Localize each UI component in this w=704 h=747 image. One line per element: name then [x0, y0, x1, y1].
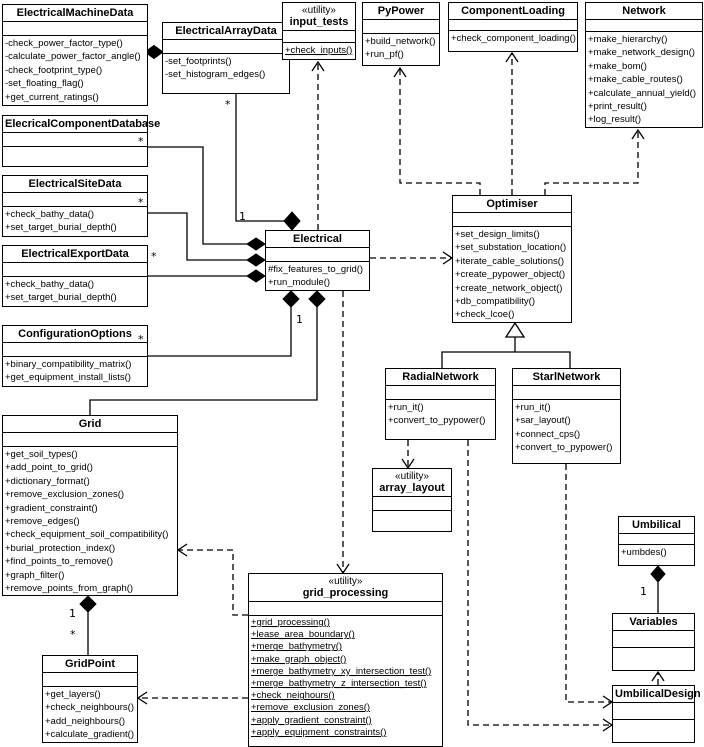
method-label: +get_current_ratings()	[5, 91, 99, 103]
class-network	[585, 2, 703, 128]
dependency-umbilicaldesign-variables	[652, 672, 664, 685]
method-label: +gradient_constraint()	[5, 502, 98, 514]
dependency-gridprocessing-gridpoint	[138, 692, 248, 704]
attributes-compartment	[3, 263, 147, 277]
dependency-radialnetwork-arraylayout	[402, 440, 414, 468]
class-title	[249, 574, 442, 602]
methods-compartment	[586, 32, 702, 127]
attributes-compartment	[586, 20, 702, 32]
dependency-optimiser-componentloading	[506, 53, 518, 195]
class-title: ComponentLoading	[449, 3, 577, 20]
attributes-compartment	[619, 534, 694, 545]
multiplicity-label: *	[225, 98, 231, 111]
method-label: +check_neighbours()	[45, 702, 134, 714]
class-electrical	[265, 230, 370, 291]
method-label: +make_graph_object()	[251, 653, 347, 665]
class-elecrical-component-database	[2, 115, 161, 167]
method-label: +grid_processing()	[251, 617, 330, 628]
method-label: +set_design_limits()	[455, 229, 540, 240]
method-label: +create_network_object()	[455, 282, 563, 294]
method-label: +apply_equipment_constraints()	[251, 726, 387, 738]
method-label: +make_network_design()	[588, 47, 695, 59]
attributes-compartment	[3, 343, 147, 357]
methods-compartment	[453, 227, 571, 322]
class-title: ElectricalMachineData	[3, 5, 147, 22]
attributes-compartment	[613, 631, 694, 648]
class-electrical-export-data	[2, 245, 148, 307]
method-label: +binary_compatibility_matrix()	[5, 359, 132, 370]
attributes-compartment	[43, 673, 137, 687]
dependency-electrical-optimiser	[370, 252, 452, 264]
attributes-compartment	[249, 602, 442, 616]
composition-exportdata-electrical	[148, 270, 265, 282]
attributes-compartment	[3, 133, 147, 147]
methods-compartment	[163, 54, 289, 93]
class-title: Electrical	[266, 231, 369, 248]
method-label: +remove_exclusion_zones()	[5, 489, 125, 501]
methods-compartment	[449, 31, 577, 51]
method-label: +get_layers()	[45, 689, 101, 700]
method-label: +remove_exclusion_zones()	[251, 702, 371, 714]
methods-compartment	[3, 277, 147, 306]
methods-compartment	[3, 207, 147, 236]
method-label: +remove_points_from_graph()	[5, 583, 134, 595]
methods-compartment	[613, 720, 694, 742]
multiplicity-label: 1	[69, 607, 76, 620]
dependency-starlnetwork-umbilicaldesign	[566, 464, 612, 708]
class-title: ElectricalArrayData	[163, 23, 289, 40]
method-label: +create_pypower_object()	[455, 269, 566, 281]
method-label: +merge_bathymetry_z_intersection_test()	[251, 678, 427, 690]
multiplicity-label: *	[151, 250, 157, 263]
method-label: +make_hierarchy()	[588, 34, 668, 45]
method-label: +lease_area_boundary()	[251, 629, 355, 641]
attributes-compartment	[373, 497, 451, 511]
method-label: +get_equipment_install_lists()	[5, 372, 131, 384]
attributes-compartment	[3, 193, 147, 207]
method-label: +get_soil_types()	[5, 449, 78, 460]
dependency-electrical-inputtests	[312, 62, 324, 230]
attributes-compartment	[449, 20, 577, 31]
method-label: +graph_filter()	[5, 569, 65, 581]
method-label: +set_target_burial_depth()	[5, 222, 117, 234]
class-electrical-array-data	[162, 22, 290, 94]
class-radial-network	[385, 368, 496, 440]
class-title: ElectricalExportData	[3, 246, 147, 263]
class-title	[283, 3, 355, 31]
class-title: Optimiser	[453, 196, 571, 213]
methods-compartment	[43, 687, 137, 742]
methods-compartment	[266, 262, 369, 290]
class-grid-processing	[248, 573, 443, 747]
method-label: +make_cable_routes()	[588, 74, 683, 86]
methods-compartment	[619, 545, 694, 565]
class-title: UmbilicalDesign	[613, 686, 694, 703]
methods-compartment	[386, 400, 495, 439]
attributes-compartment	[266, 248, 369, 262]
dependency-gridprocessing-grid	[178, 544, 248, 615]
method-label: +print_result()	[588, 101, 647, 113]
class-optimiser	[452, 195, 572, 323]
class-title: GridPoint	[43, 656, 137, 673]
method-label: #fix_features_to_grid()	[268, 264, 364, 275]
class-variables	[612, 613, 695, 671]
method-label: +set_substation_location()	[455, 242, 567, 254]
class-umbilical	[618, 516, 695, 566]
method-label: -set_footprints()	[165, 56, 232, 67]
class-title: StarlNetwork	[513, 369, 620, 386]
method-label: +run_it()	[515, 402, 551, 413]
attributes-compartment	[163, 40, 289, 54]
composition-variables-umbilical	[651, 566, 665, 613]
class-umbilical-design	[612, 685, 701, 743]
method-label: +check_bathy_data()	[5, 279, 94, 290]
generalization-networks-optimiser	[442, 323, 570, 368]
class-grid	[2, 415, 178, 596]
method-label: +sar_layout()	[515, 415, 571, 427]
class-array-layout	[372, 468, 452, 532]
method-label: +remove_edges()	[5, 516, 80, 528]
method-label: +build_network()	[365, 36, 436, 47]
method-label: -check_footprint_type()	[5, 64, 103, 76]
method-label: +iterate_cable_solutions()	[455, 255, 565, 267]
method-label: +check_lcoe()	[455, 309, 515, 321]
attributes-compartment	[513, 386, 620, 400]
class-title: Umbilical	[619, 517, 694, 534]
methods-compartment	[283, 43, 355, 59]
stereotype-label: «utility»	[395, 471, 429, 482]
class-title: Network	[586, 3, 702, 20]
multiplicity-label: *	[138, 333, 144, 346]
attributes-compartment	[283, 31, 355, 43]
method-label: +merge_bathymetry()	[251, 641, 343, 653]
methods-compartment	[363, 34, 439, 65]
class-title	[373, 469, 451, 497]
method-label: +make_bom()	[588, 60, 647, 72]
class-title: Variables	[613, 614, 694, 631]
methods-compartment	[373, 511, 451, 531]
method-label: -set_floating_flag()	[5, 78, 84, 90]
method-label: +check_component_loading()	[451, 33, 576, 44]
method-label: +check_neighours()	[251, 690, 335, 702]
multiplicity-label: *	[138, 196, 144, 209]
multiplicity-label: 1	[296, 313, 303, 326]
method-label: +add_neighbours()	[45, 715, 126, 727]
attributes-compartment	[3, 22, 147, 36]
dependency-optimiser-network	[545, 130, 644, 195]
method-label: +add_point_to_grid()	[5, 462, 93, 474]
dependency-electrical-gridprocessing	[337, 291, 349, 573]
class-component-loading	[448, 2, 578, 52]
method-label: -calculate_power_factor_angle()	[5, 51, 141, 63]
class-title: ConfigurationOptions	[3, 326, 147, 343]
class-title: RadialNetwork	[386, 369, 495, 386]
method-label: +check_equipment_soil_compatibility()	[5, 529, 169, 541]
dependency-optimiser-pypower	[394, 68, 480, 195]
method-label: +dictionary_format()	[5, 475, 90, 487]
methods-compartment	[249, 616, 442, 746]
multiplicity-label: 1	[640, 585, 647, 598]
method-label: +calculate_annual_yield()	[588, 87, 697, 99]
methods-compartment	[513, 400, 620, 463]
class-pypower	[362, 2, 440, 66]
attributes-compartment	[453, 213, 571, 227]
method-label: -check_power_factor_type()	[5, 38, 123, 49]
class-title-text: grid_processing	[302, 587, 389, 599]
method-label: +convert_to_pypower()	[388, 415, 486, 427]
class-electrical-machine-data	[2, 4, 148, 106]
methods-compartment	[3, 357, 147, 386]
method-label: +convert_to_pypower()	[515, 442, 613, 454]
composition-configurationoptions-electrical	[148, 291, 299, 356]
method-label: +run_pf()	[365, 49, 404, 61]
method-label: +set_target_burial_depth()	[5, 292, 117, 304]
method-label: +apply_gradient_constraint()	[251, 714, 372, 726]
class-title-text: input_tests	[289, 16, 349, 28]
stereotype-label: «utility»	[302, 5, 336, 16]
class-input-tests	[282, 2, 356, 60]
method-label: +connect_cps()	[515, 428, 581, 440]
multiplicity-label: *	[70, 628, 76, 641]
method-label: +burial_protection_index()	[5, 542, 116, 554]
method-label: +check_bathy_data()	[5, 209, 94, 220]
composition-gridpoint-grid	[80, 596, 96, 655]
multiplicity-label: 1	[239, 210, 246, 223]
attributes-compartment	[613, 703, 694, 720]
class-title: ElectricalSiteData	[3, 176, 147, 193]
method-label: +calculate_gradient()	[45, 729, 134, 741]
attributes-compartment	[386, 386, 495, 400]
methods-compartment	[3, 36, 147, 105]
multiplicity-label: *	[138, 135, 144, 148]
methods-compartment	[613, 648, 694, 670]
method-label: +log_result()	[588, 114, 642, 126]
method-label: +find_points_to_remove()	[5, 556, 113, 568]
class-title: PyPower	[363, 3, 439, 20]
method-label: +umbdes()	[621, 547, 667, 558]
method-label: +check_inputs()	[285, 45, 353, 56]
method-label: +merge_bathymetry_xy_intersection_test()	[251, 665, 432, 677]
class-electrical-site-data	[2, 175, 148, 237]
method-label: -set_histogram_edges()	[165, 69, 266, 81]
method-label: +db_compatibility()	[455, 296, 535, 308]
composition-componentdatabase-electrical	[148, 147, 265, 250]
attributes-compartment	[363, 20, 439, 34]
class-configuration-options	[2, 325, 148, 387]
methods-compartment	[3, 147, 147, 166]
method-label: +run_it()	[388, 402, 424, 413]
methods-compartment	[3, 447, 177, 595]
class-title: Grid	[3, 416, 177, 433]
attributes-compartment	[3, 433, 177, 447]
class-starl-network	[512, 368, 621, 464]
class-grid-point	[42, 655, 138, 743]
dependency-radialnetwork-umbilicaldesign	[468, 440, 612, 731]
method-label: +run_module()	[268, 277, 331, 289]
class-title: ElecricalComponentDatabase	[3, 116, 147, 133]
stereotype-label: «utility»	[328, 576, 363, 587]
class-title-text: array_layout	[379, 482, 445, 494]
